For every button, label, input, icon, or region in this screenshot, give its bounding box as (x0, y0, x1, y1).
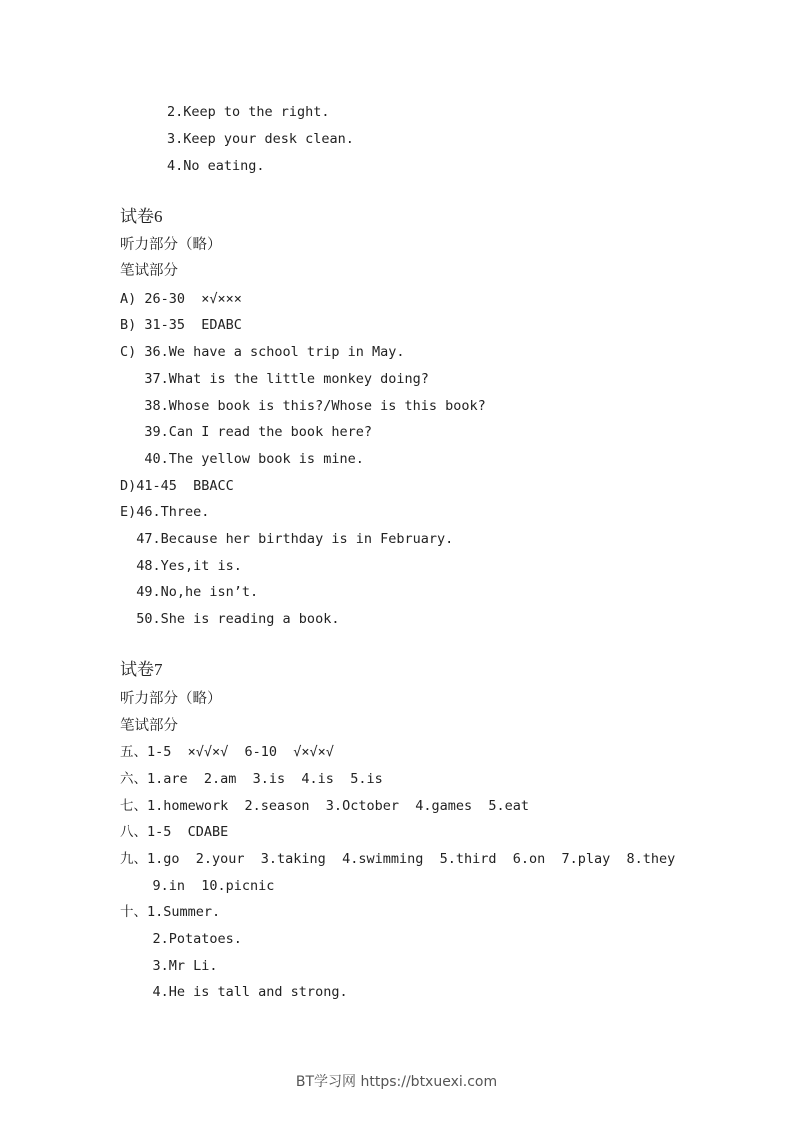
answer-line: 49.No,he isn’t. (120, 584, 259, 600)
answer-line: B) 31-35 EDABC (120, 317, 242, 333)
answer-line: D)41-45 BBACC (120, 478, 234, 494)
answer-line: 9.in 10.picnic (120, 878, 275, 894)
answer-line: 六、1.are 2.am 3.is 4.is 5.is (120, 771, 383, 787)
answer-line: A) 26-30 ×√××× (120, 291, 242, 307)
answer-line: 48.Yes,it is. (120, 558, 242, 574)
answer-line: 2.Potatoes. (120, 931, 242, 947)
answer-line: 3.Mr Li. (120, 958, 218, 974)
answer-line: 八、1-5 CDABE (120, 824, 229, 840)
answer-line: 50.She is reading a book. (120, 611, 340, 627)
answer-line: 九、1.go 2.your 3.taking 4.swimming 5.third 6.on 7.play 8.they (120, 851, 676, 867)
answer-line: C) 36.We have a school trip in May. (120, 344, 405, 360)
answer-line: 40.The yellow book is mine. (120, 451, 364, 467)
listening-label: 听力部分（略） (120, 237, 222, 253)
footer-watermark: BT学习网 https://btxuexi.com (295, 1074, 498, 1090)
answer-line: 37.What is the little monkey doing? (120, 371, 429, 387)
answer-line: 五、1-5 ×√√×√ 6-10 √×√×√ (120, 744, 334, 760)
listening-label: 听力部分（略） (120, 691, 222, 707)
section-title-paper6: 试卷6 (120, 207, 163, 226)
answer-line: 47.Because her birthday is in February. (120, 531, 454, 547)
written-label: 笔试部分 (120, 263, 178, 279)
answer-line: 七、1.homework 2.season 3.October 4.games 5.eat (120, 798, 530, 814)
answer-line: 3.Keep your desk clean. (167, 131, 354, 147)
answer-line: 2.Keep to the right. (167, 104, 330, 120)
answer-line: 39.Can I read the book here? (120, 424, 372, 440)
answer-line: 十、1.Summer. (120, 904, 221, 920)
section-title-paper7: 试卷7 (120, 660, 163, 679)
answer-line: 4.He is tall and strong. (120, 984, 348, 1000)
answer-line: 38.Whose book is this?/Whose is this book? (120, 398, 486, 414)
answer-line: E)46.Three. (120, 504, 210, 520)
answer-line: 4.No eating. (167, 158, 265, 174)
written-label: 笔试部分 (120, 718, 178, 734)
